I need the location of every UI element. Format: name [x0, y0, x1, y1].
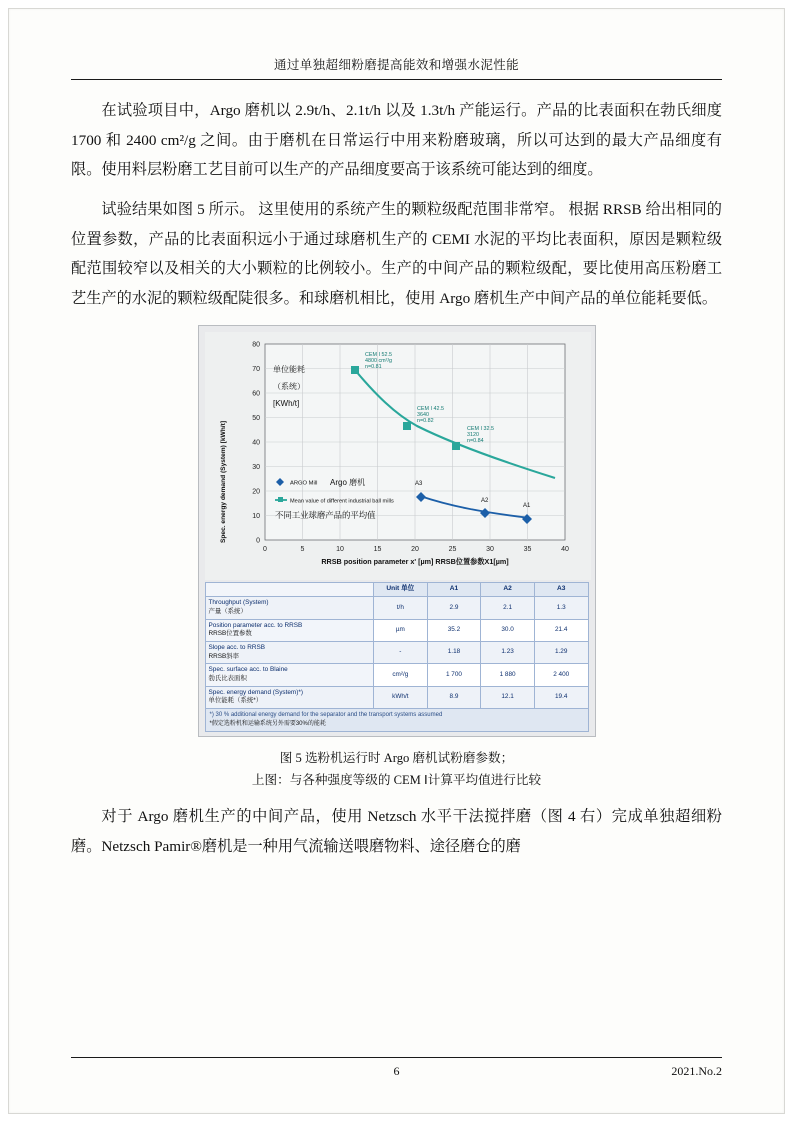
- svg-text:80: 80: [251, 341, 260, 349]
- svg-text:n=0.82: n=0.82: [416, 418, 434, 425]
- header-a3: A3: [534, 583, 588, 597]
- svg-text:A1: A1: [522, 503, 530, 510]
- cell-a1: 35.2: [427, 619, 481, 641]
- page-footer: [71, 1057, 722, 1079]
- svg-text:n=0.81: n=0.81: [364, 364, 382, 371]
- cell-a1: 1.18: [427, 641, 481, 663]
- cell-unit: µm: [374, 619, 428, 641]
- paragraph-2: 试验结果如图 5 所示。 这里使用的系统产生的颗粒级配范围非常窄。 根据 RRSB 给出相同的位置参数，产品的比表面积远小于通过球磨机生产的 CEMI 水泥的平均比表面积，原因是颗粒级配范围较窄以及相关的大小颗粒的比例较小。生产的中间产品的颗粒级配，要比使用高压粉磨工艺生产的水泥的颗粒级配陡很多。和球磨机相比，使用 Argo 磨机生产中间产品的单位能耗要低。: [71, 200, 722, 307]
- svg-text:30: 30: [251, 464, 260, 472]
- cell-a2: 1.23: [481, 641, 535, 663]
- footnote-cn: *假定选粉机和运输系统另外需要30%的能耗: [209, 720, 326, 727]
- row-label-en: Slope acc. to RRSB: [208, 643, 265, 651]
- svg-text:20: 20: [410, 546, 419, 554]
- table-row: [205, 597, 588, 619]
- cell-a3: 1.29: [534, 641, 588, 663]
- row-label-cn: RRSB斜率: [208, 652, 240, 660]
- svg-text:60: 60: [251, 390, 260, 398]
- svg-text:40: 40: [251, 439, 260, 447]
- cell-a3: 1.3: [534, 597, 588, 619]
- svg-text:0: 0: [262, 546, 267, 554]
- row-label-position-parameter: [205, 619, 374, 641]
- svg-text:Spec. energy demand (System) [: Spec. energy demand (System) [kWh/t]: [219, 421, 227, 544]
- row-label-cn: RRSB位置参数: [208, 630, 252, 638]
- row-label-throughput: [205, 597, 374, 619]
- table-row: [205, 686, 588, 708]
- table-row: [205, 619, 588, 641]
- svg-text:A3: A3: [414, 481, 422, 488]
- svg-text:Argo 磨机: Argo 磨机: [329, 478, 365, 488]
- table-row: [205, 664, 588, 686]
- cell-unit: -: [374, 641, 428, 663]
- svg-text:不同工业球磨产品的平均值: 不同工业球磨产品的平均值: [274, 510, 375, 521]
- paragraph-3: 对于 Argo 磨机生产的中间产品，使用 Netzsch 水平干法搅拌磨（图 4 右）完成单独超细粉磨。Netzsch Pamir®磨机是一种用气流输送喂磨物料、途径磨仓的磨: [71, 808, 722, 855]
- table-row: [205, 641, 588, 663]
- svg-text:3640: 3640: [416, 412, 429, 419]
- caption-line-2: 上图：与各种强度等级的 CEM Ⅰ计算平均值进行比较: [251, 773, 542, 788]
- svg-text:70: 70: [251, 366, 260, 374]
- svg-text:A2: A2: [480, 498, 488, 505]
- issue-label: 2021.No.2: [671, 1064, 722, 1078]
- svg-text:单位能耗: 单位能耗: [272, 365, 305, 375]
- page-content: [71, 55, 722, 1067]
- cell-a2: 2.1: [481, 597, 535, 619]
- svg-text:ARGO Mill: ARGO Mill: [289, 480, 317, 487]
- svg-text:3120: 3120: [466, 432, 479, 439]
- table-header-row: [205, 583, 588, 597]
- chart-spec-energy-vs-position: [205, 332, 589, 580]
- svg-text:[KWh/t]: [KWh/t]: [272, 399, 299, 409]
- row-label-en: Throughput (System): [208, 599, 269, 607]
- row-label-blaine: [205, 664, 374, 686]
- svg-text:CEM I 52.5: CEM I 52.5: [364, 352, 392, 359]
- svg-text:30: 30: [485, 546, 494, 554]
- cell-a2: 1 880: [481, 664, 535, 686]
- cell-unit: t/h: [374, 597, 428, 619]
- svg-text:40: 40: [560, 546, 569, 554]
- figure-5: [71, 325, 722, 736]
- svg-text:25: 25: [448, 546, 456, 554]
- cell-a3: 21.4: [534, 619, 588, 641]
- cell-unit: cm²/g: [374, 664, 428, 686]
- svg-text:10: 10: [335, 546, 344, 554]
- svg-text:（系统）: （系统）: [272, 382, 305, 392]
- row-label-slope: [205, 641, 374, 663]
- cell-a1: 8.9: [427, 686, 481, 708]
- cell-unit: kWh/t: [374, 686, 428, 708]
- figure-caption: [71, 747, 722, 792]
- svg-text:20: 20: [251, 488, 260, 496]
- running-title: 通过单独超细粉磨提高能效和增强水泥性能: [273, 58, 520, 72]
- cell-a1: 2.9: [427, 597, 481, 619]
- page-header: [71, 55, 722, 80]
- svg-text:35: 35: [523, 546, 531, 554]
- row-label-cn: 单位能耗（系统*）: [208, 697, 263, 705]
- cell-a3: 2 400: [534, 664, 588, 686]
- page-number: 6: [393, 1064, 400, 1078]
- header-blank: [205, 583, 374, 597]
- caption-line-1: 图 5 选粉机运行时 Argo 磨机试粉磨参数；: [279, 750, 514, 765]
- paper-sheet: [8, 8, 785, 1114]
- cell-a2: 30.0: [481, 619, 535, 641]
- row-label-energy-demand: [205, 686, 374, 708]
- footer-row: [71, 1058, 722, 1079]
- svg-text:RRSB position parameter x' [µm: RRSB position parameter x' [µm] RRSB位置参数X1[µm]: [320, 557, 509, 567]
- row-label-en: Position parameter acc. to RRSB: [208, 621, 303, 629]
- cell-a3: 19.4: [534, 686, 588, 708]
- footnote-en: *) 30 % additional energy demand for the separator and the transport systems assumed: [209, 711, 443, 718]
- svg-text:5: 5: [300, 546, 304, 554]
- table-footnote: [205, 709, 589, 732]
- svg-text:0: 0: [255, 537, 260, 545]
- svg-text:4800 cm²/g: 4800 cm²/g: [364, 358, 392, 365]
- svg-text:CEM I 42.5: CEM I 42.5: [416, 406, 444, 413]
- svg-text:CEM I 32.5: CEM I 32.5: [466, 426, 494, 433]
- chart-svg: [205, 332, 591, 580]
- header-a2: A2: [481, 583, 535, 597]
- svg-text:10: 10: [251, 513, 260, 521]
- figure-body: [198, 325, 596, 736]
- row-label-en: Spec. energy demand (System)*): [208, 688, 303, 696]
- cell-a2: 12.1: [481, 686, 535, 708]
- header-a1: A1: [427, 583, 481, 597]
- paragraph-1: 在试验项目中，Argo 磨机以 2.9t/h、2.1t/h 以及 1.3t/h 产能运行。产品的比表面积在勃氏细度 1700 和 2400 cm²/g 之间。由于磨机在日常运行中用来粉磨玻璃，所以可达到的最大产品细度有限。使用料层粉磨工艺目前可以生产的产品细度要高于该系统可能达到的细度。: [71, 102, 722, 179]
- svg-text:15: 15: [373, 546, 381, 554]
- row-label-en: Spec. surface acc. to Blaine: [208, 666, 288, 674]
- svg-text:50: 50: [251, 415, 260, 423]
- svg-text:n=0.84: n=0.84: [466, 438, 484, 445]
- row-label-cn: 勃氏比表面积: [208, 674, 247, 682]
- cell-a1: 1 700: [427, 664, 481, 686]
- header-unit: Unit 单位: [374, 583, 428, 597]
- figure-parameter-table: [205, 582, 589, 708]
- row-label-cn: 产量（系统）: [208, 608, 247, 616]
- svg-text:Mean value of different indust: Mean value of different industrial ball mills: [289, 498, 394, 505]
